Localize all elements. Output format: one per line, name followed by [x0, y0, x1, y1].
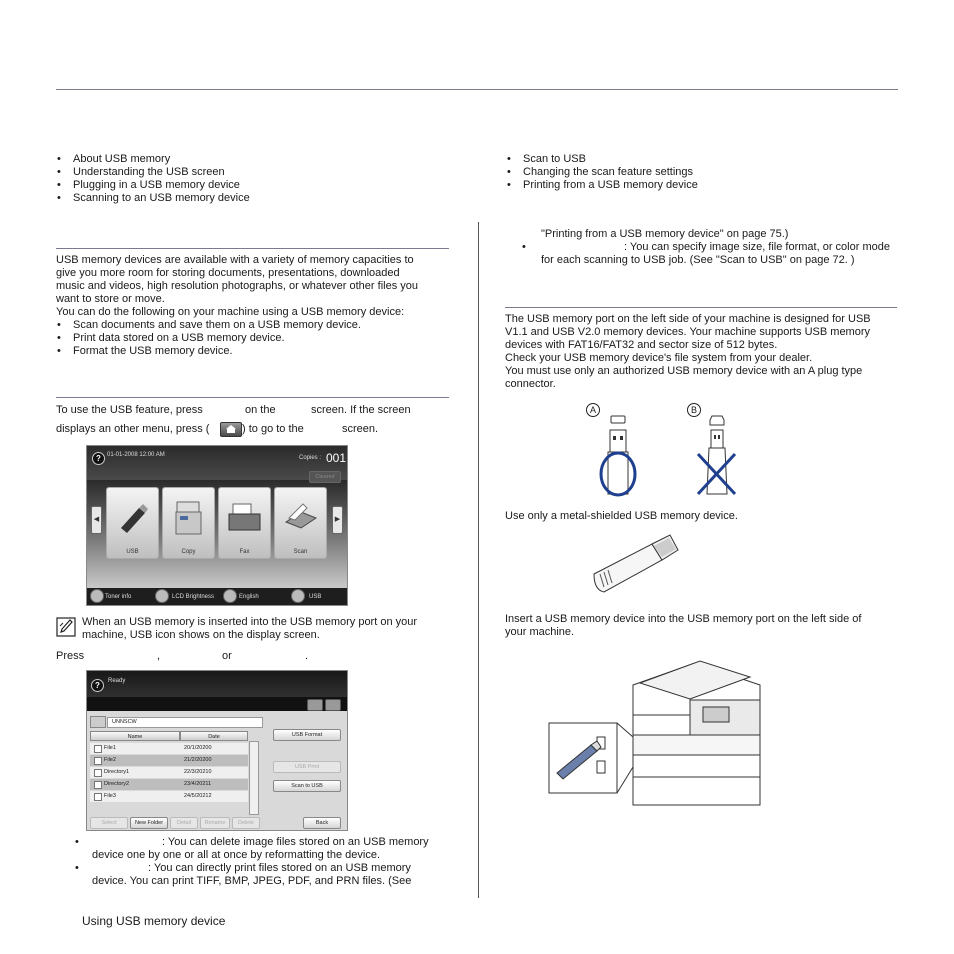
about-line: USB memory devices are available with a variety of memory capacities to: [56, 254, 414, 266]
back-button[interactable]: Back: [303, 817, 341, 829]
status-text: Ready: [108, 678, 126, 684]
fax-icon: [227, 498, 262, 536]
bottom-label: LCD Brightness: [172, 594, 215, 600]
toc-right: [507, 153, 698, 192]
about-line: You can do the following on your machine using a USB memory device:: [56, 306, 405, 318]
home-icon[interactable]: [220, 422, 242, 437]
next-arrow-icon[interactable]: ▶: [332, 506, 343, 534]
file-icon: [94, 745, 102, 753]
tile-label: Copy: [181, 549, 196, 555]
intro-text: To use the USB feature, press: [56, 404, 203, 416]
scanner-icon: [283, 498, 318, 536]
file-date: 21/2/20200: [184, 757, 212, 763]
intro-text: screen.: [342, 423, 379, 435]
main-screen-image: [86, 445, 348, 606]
plugging-line: The USB memory port on the left side of your machine is designed for USB: [505, 313, 871, 325]
copies-label: Copies :: [299, 455, 322, 461]
table-row[interactable]: [90, 755, 248, 766]
press-text: Press: [56, 650, 85, 662]
right-continuation: [522, 228, 890, 267]
select-button[interactable]: Select: [90, 817, 128, 829]
intro-text: on the: [245, 404, 276, 416]
plugging-paragraph: [505, 313, 871, 391]
bullet-line: device one by one or all at once by reformatting the device.: [92, 849, 381, 861]
file-date: 22/3/20210: [184, 769, 212, 775]
col-date-header[interactable]: Date: [180, 731, 248, 741]
bullet-line: • : You can directly print files stored on an USB memory: [75, 862, 411, 874]
toc-item[interactable]: • Changing the scan feature settings: [507, 166, 698, 179]
tile-label: USB: [126, 549, 139, 555]
file-name: File3: [104, 793, 116, 799]
tile-label: Fax: [239, 549, 250, 555]
file-name: File1: [104, 745, 116, 751]
bottom-label: Toner info: [105, 594, 132, 600]
press-line: [56, 650, 356, 664]
toc-left: [57, 153, 250, 205]
label-b: B: [687, 403, 701, 417]
file-date: 23/4/20211: [184, 781, 212, 787]
usb-format-button[interactable]: USB Format: [273, 729, 341, 741]
note-icon: [56, 617, 76, 637]
column-divider: [478, 222, 479, 898]
plugging-line: V1.1 and USB V2.0 memory devices. Your machine supports USB memory: [505, 326, 871, 338]
section-rule-about: [56, 248, 449, 249]
rename-button[interactable]: Rename: [200, 817, 230, 829]
usb-bullets: [75, 836, 429, 888]
copy-tile[interactable]: [162, 487, 215, 559]
header-rule: [56, 89, 898, 90]
machine-illustration: [545, 655, 785, 815]
press-text: ,: [157, 650, 161, 662]
plug-diagram: [585, 412, 755, 500]
section-rule-screen: [56, 397, 449, 398]
note-line: When an USB memory is inserted into the USB memory port on your: [82, 616, 418, 628]
plugging-line: connector.: [505, 378, 556, 390]
about-bullet: • Format the USB memory device.: [57, 345, 361, 358]
press-text: .: [305, 650, 309, 662]
plugging-line: You must use only an authorized USB memory device with an A plug type: [505, 365, 863, 377]
note-line: machine, USB icon shows on the display screen.: [82, 629, 320, 641]
toc-item[interactable]: • Printing from a USB memory device: [507, 179, 698, 192]
about-bullet: • Print data stored on a USB memory device.: [57, 332, 361, 345]
delete-button[interactable]: Delete: [232, 817, 260, 829]
cont-line: for each scanning to USB job. (See "Scan to USB" on page 72. ): [541, 254, 855, 266]
note-text: [82, 616, 417, 642]
page-footer: Using USB memory device: [82, 914, 226, 928]
file-date: 24/5/20212: [184, 793, 212, 799]
copier-icon: [171, 498, 206, 536]
toc-item[interactable]: • Understanding the USB screen: [57, 166, 250, 179]
bottom-label: USB: [309, 594, 322, 600]
bullet-line: • : You can delete image files stored on an USB memory: [75, 836, 429, 848]
scan-tile[interactable]: [274, 487, 327, 559]
toner-info-icon[interactable]: [90, 589, 104, 603]
fax-tile[interactable]: [218, 487, 271, 559]
plugging-line: Check your USB memory device's file system from your dealer.: [505, 352, 813, 364]
insert-line: your machine.: [505, 626, 575, 638]
cont-line: "Printing from a USB memory device" on page 75.): [541, 228, 789, 240]
new-folder-button[interactable]: New Folder: [130, 817, 168, 829]
folder-icon: [94, 781, 102, 789]
bottom-label: English: [239, 594, 259, 600]
usb-screen-image: [86, 670, 348, 831]
usb-print-button[interactable]: USB Print: [273, 761, 341, 773]
status-button[interactable]: Cleared: [309, 471, 341, 483]
col-name-header[interactable]: Name: [90, 731, 180, 741]
path-field[interactable]: UNNSCW: [107, 717, 263, 728]
about-paragraph: [56, 254, 418, 319]
scan-to-usb-button[interactable]: Scan to USB: [273, 780, 341, 792]
about-line: music and videos, high resolution photographs, or whatever other files you: [56, 280, 418, 292]
bullet-line: device. You can print TIFF, BMP, JPEG, PDF, and PRN files. (See: [92, 875, 412, 887]
intro-text: screen. If the screen: [311, 404, 411, 416]
usb-status-icon[interactable]: [291, 589, 305, 603]
section-rule-plugging: [505, 307, 897, 308]
tile-label: Scan: [293, 549, 308, 555]
plugging-line: devices with FAT16/FAT32 and sector size of 512 bytes.: [505, 339, 778, 351]
help-icon[interactable]: ?: [91, 679, 104, 692]
label-a: A: [586, 403, 600, 417]
prev-arrow-icon[interactable]: ◀: [91, 506, 102, 534]
back-nav-icon[interactable]: [307, 699, 323, 711]
toc-item[interactable]: • About USB memory: [57, 153, 250, 166]
language-icon[interactable]: [223, 589, 237, 603]
about-bullets: [57, 319, 361, 358]
table-row[interactable]: [90, 767, 248, 778]
home-icon[interactable]: [325, 699, 341, 711]
table-row[interactable]: [90, 779, 248, 790]
table-row[interactable]: [90, 743, 248, 754]
usb-stick-illustration: [588, 530, 688, 600]
table-row[interactable]: [90, 791, 248, 802]
about-line: want to store or move.: [56, 293, 165, 305]
folder-icon: [94, 769, 102, 777]
about-bullet: • Scan documents and save them on a USB memory device.: [57, 319, 361, 332]
file-date: 20/1/20200: [184, 745, 212, 751]
intro-text: ) to go to the: [242, 423, 304, 435]
file-list-scrollbar[interactable]: [249, 741, 259, 815]
folder-up-icon[interactable]: [90, 716, 106, 728]
file-icon: [94, 793, 102, 801]
datetime: 01-01-2008 12:00 AM: [107, 452, 165, 458]
press-text: or: [222, 650, 232, 662]
cont-line: • : You can specify image size, file format, or color mode: [522, 241, 890, 253]
shield-note: Use only a metal-shielded USB memory device.: [505, 510, 738, 522]
toc-item[interactable]: • Plugging in a USB memory device: [57, 179, 250, 192]
file-name: Directory1: [104, 769, 130, 775]
help-icon[interactable]: ?: [92, 452, 105, 465]
usb-stick-icon: [115, 498, 150, 536]
about-line: give you more room for storing documents, presentations, downloaded: [56, 267, 400, 279]
copies-value: 001: [326, 451, 347, 465]
file-name: Directory2: [104, 781, 130, 787]
file-icon: [94, 757, 102, 765]
insert-paragraph: [505, 613, 861, 639]
insert-line: Insert a USB memory device into the USB memory port on the left side of: [505, 613, 862, 625]
intro-text: displays an other menu, press (: [56, 423, 210, 435]
usb-tile[interactable]: [106, 487, 159, 559]
screen-intro-line2: [56, 423, 396, 437]
toc-item[interactable]: • Scanning to an USB memory device: [57, 192, 250, 205]
toc-item[interactable]: • Scan to USB: [507, 153, 698, 166]
lcd-brightness-icon[interactable]: [155, 589, 169, 603]
detail-button[interactable]: Detail: [170, 817, 198, 829]
file-name: File2: [104, 757, 116, 763]
